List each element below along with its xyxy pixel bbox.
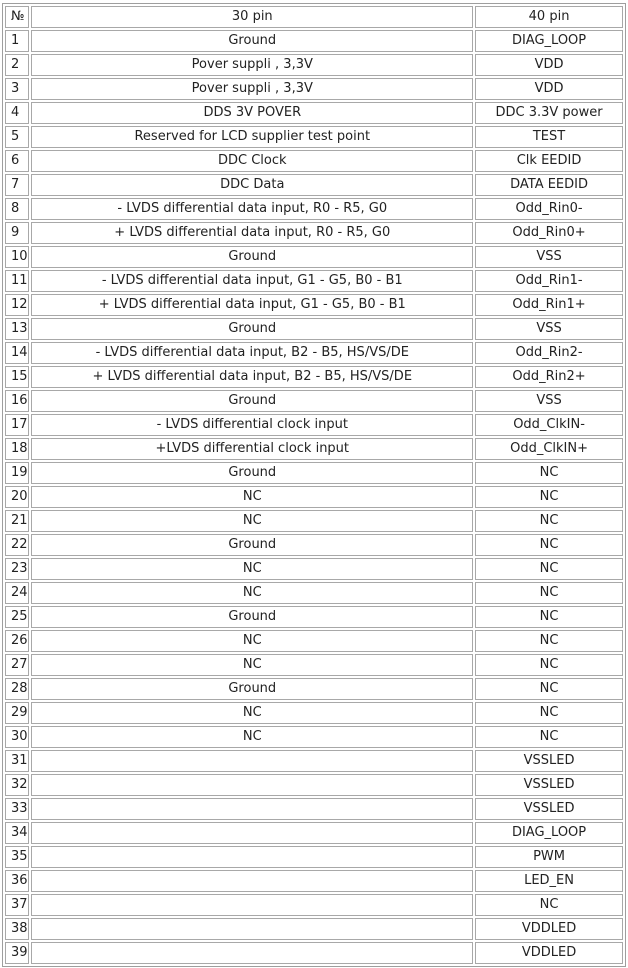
table-row: [5, 318, 623, 340]
cell-number: 10: [5, 246, 29, 268]
cell-number: 19: [5, 462, 29, 484]
cell-40-pin: DIAG_LOOP: [475, 822, 623, 844]
pin-table: [2, 3, 626, 967]
table-row: [5, 750, 623, 772]
cell-30-pin: NC: [31, 510, 473, 532]
table-row: [5, 822, 623, 844]
table-row: [5, 702, 623, 724]
cell-number: 11: [5, 270, 29, 292]
cell-number: 5: [5, 126, 29, 148]
table-row: [5, 126, 623, 148]
cell-number: 27: [5, 654, 29, 676]
cell-40-pin: VSS: [475, 246, 623, 268]
cell-40-pin: NC: [475, 534, 623, 556]
table-row: [5, 342, 623, 364]
cell-number: 9: [5, 222, 29, 244]
cell-40-pin: VSSLED: [475, 750, 623, 772]
cell-number: 3: [5, 78, 29, 100]
cell-number: 8: [5, 198, 29, 220]
table-row: [5, 150, 623, 172]
cell-40-pin: Odd_Rin1-: [475, 270, 623, 292]
cell-40-pin: NC: [475, 702, 623, 724]
table-row: [5, 726, 623, 748]
cell-number: 20: [5, 486, 29, 508]
cell-number: 23: [5, 558, 29, 580]
cell-30-pin: Ground: [31, 318, 473, 340]
table-row: [5, 774, 623, 796]
cell-40-pin: VSSLED: [475, 798, 623, 820]
table-row: [5, 846, 623, 868]
cell-number: 12: [5, 294, 29, 316]
cell-number: 2: [5, 54, 29, 76]
cell-number: 28: [5, 678, 29, 700]
cell-number: 26: [5, 630, 29, 652]
table-row: [5, 942, 623, 964]
cell-number: 38: [5, 918, 29, 940]
cell-30-pin: - LVDS differential clock input: [31, 414, 473, 436]
cell-30-pin: Ground: [31, 462, 473, 484]
cell-30-pin: Ground: [31, 534, 473, 556]
cell-40-pin: VDD: [475, 54, 623, 76]
table-body: [5, 30, 623, 964]
cell-30-pin: [31, 918, 473, 940]
cell-number: 13: [5, 318, 29, 340]
table-row: [5, 534, 623, 556]
cell-30-pin: + LVDS differential data input, B2 - B5, HS/VS/DE: [31, 366, 473, 388]
cell-number: 24: [5, 582, 29, 604]
table-row: [5, 678, 623, 700]
cell-30-pin: [31, 894, 473, 916]
cell-number: 1: [5, 30, 29, 52]
table-row: [5, 558, 623, 580]
table-row: [5, 606, 623, 628]
cell-30-pin: [31, 942, 473, 964]
table-row: [5, 438, 623, 460]
cell-30-pin: Pover suppli , 3,3V: [31, 78, 473, 100]
cell-30-pin: Pover suppli , 3,3V: [31, 54, 473, 76]
cell-40-pin: Odd_Rin0-: [475, 198, 623, 220]
cell-40-pin: VDDLED: [475, 918, 623, 940]
table-row: [5, 894, 623, 916]
cell-30-pin: NC: [31, 654, 473, 676]
header-row: [5, 6, 623, 28]
cell-30-pin: Ground: [31, 606, 473, 628]
table-row: [5, 30, 623, 52]
cell-30-pin: - LVDS differential data input, B2 - B5, HS/VS/DE: [31, 342, 473, 364]
cell-40-pin: Odd_Rin1+: [475, 294, 623, 316]
cell-30-pin: DDC Clock: [31, 150, 473, 172]
table-row: [5, 486, 623, 508]
table-row: [5, 246, 623, 268]
table-row: [5, 198, 623, 220]
cell-number: 17: [5, 414, 29, 436]
cell-number: 32: [5, 774, 29, 796]
cell-number: 36: [5, 870, 29, 892]
cell-number: 39: [5, 942, 29, 964]
table-row: [5, 630, 623, 652]
table-row: [5, 54, 623, 76]
table-row: [5, 582, 623, 604]
cell-30-pin: - LVDS differential data input, G1 - G5, B0 - B1: [31, 270, 473, 292]
cell-30-pin: [31, 822, 473, 844]
header-number: №: [5, 6, 29, 28]
cell-40-pin: DDC 3.3V power: [475, 102, 623, 124]
table-row: [5, 294, 623, 316]
table-row: [5, 366, 623, 388]
cell-30-pin: Ground: [31, 30, 473, 52]
cell-40-pin: NC: [475, 462, 623, 484]
cell-number: 37: [5, 894, 29, 916]
cell-30-pin: NC: [31, 558, 473, 580]
cell-40-pin: VSS: [475, 318, 623, 340]
cell-number: 34: [5, 822, 29, 844]
cell-30-pin: Ground: [31, 390, 473, 412]
cell-40-pin: DIAG_LOOP: [475, 30, 623, 52]
table-row: [5, 414, 623, 436]
cell-40-pin: Odd_Rin2-: [475, 342, 623, 364]
cell-30-pin: [31, 750, 473, 772]
cell-30-pin: [31, 798, 473, 820]
cell-40-pin: Odd_Rin2+: [475, 366, 623, 388]
cell-number: 18: [5, 438, 29, 460]
table-row: [5, 270, 623, 292]
cell-number: 6: [5, 150, 29, 172]
cell-40-pin: PWM: [475, 846, 623, 868]
cell-30-pin: +LVDS differential clock input: [31, 438, 473, 460]
cell-40-pin: NC: [475, 726, 623, 748]
cell-40-pin: VDDLED: [475, 942, 623, 964]
cell-number: 15: [5, 366, 29, 388]
cell-40-pin: VSSLED: [475, 774, 623, 796]
cell-number: 25: [5, 606, 29, 628]
table-row: [5, 918, 623, 940]
cell-30-pin: NC: [31, 486, 473, 508]
cell-40-pin: LED_EN: [475, 870, 623, 892]
cell-30-pin: Ground: [31, 678, 473, 700]
cell-30-pin: Reserved for LCD supplier test point: [31, 126, 473, 148]
table-row: [5, 102, 623, 124]
cell-40-pin: NC: [475, 510, 623, 532]
cell-40-pin: NC: [475, 894, 623, 916]
table-row: [5, 390, 623, 412]
cell-40-pin: DATA EEDID: [475, 174, 623, 196]
cell-30-pin: Ground: [31, 246, 473, 268]
cell-number: 29: [5, 702, 29, 724]
cell-number: 30: [5, 726, 29, 748]
cell-number: 35: [5, 846, 29, 868]
cell-40-pin: VSS: [475, 390, 623, 412]
cell-30-pin: [31, 870, 473, 892]
table-row: [5, 654, 623, 676]
table-row: [5, 870, 623, 892]
cell-40-pin: Odd_ClkIN+: [475, 438, 623, 460]
cell-40-pin: NC: [475, 606, 623, 628]
table-row: [5, 222, 623, 244]
cell-number: 7: [5, 174, 29, 196]
cell-number: 33: [5, 798, 29, 820]
cell-number: 21: [5, 510, 29, 532]
cell-number: 4: [5, 102, 29, 124]
cell-30-pin: + LVDS differential data input, G1 - G5, B0 - B1: [31, 294, 473, 316]
table-row: [5, 510, 623, 532]
header-30-pin: 30 pin: [31, 6, 473, 28]
table-row: [5, 78, 623, 100]
cell-30-pin: [31, 774, 473, 796]
cell-40-pin: NC: [475, 486, 623, 508]
cell-30-pin: NC: [31, 726, 473, 748]
cell-40-pin: NC: [475, 582, 623, 604]
cell-40-pin: NC: [475, 630, 623, 652]
cell-40-pin: NC: [475, 558, 623, 580]
cell-40-pin: TEST: [475, 126, 623, 148]
cell-30-pin: DDC Data: [31, 174, 473, 196]
cell-30-pin: DDS 3V POVER: [31, 102, 473, 124]
cell-40-pin: Clk EEDID: [475, 150, 623, 172]
cell-30-pin: + LVDS differential data input, R0 - R5, G0: [31, 222, 473, 244]
cell-number: 22: [5, 534, 29, 556]
cell-30-pin: NC: [31, 702, 473, 724]
cell-40-pin: Odd_ClkIN-: [475, 414, 623, 436]
cell-40-pin: Odd_Rin0+: [475, 222, 623, 244]
cell-number: 31: [5, 750, 29, 772]
cell-30-pin: NC: [31, 630, 473, 652]
cell-number: 16: [5, 390, 29, 412]
header-40-pin: 40 pin: [475, 6, 623, 28]
table-row: [5, 798, 623, 820]
table-row: [5, 174, 623, 196]
table-row: [5, 462, 623, 484]
cell-30-pin: NC: [31, 582, 473, 604]
cell-40-pin: VDD: [475, 78, 623, 100]
cell-40-pin: NC: [475, 654, 623, 676]
cell-30-pin: [31, 846, 473, 868]
cell-number: 14: [5, 342, 29, 364]
cell-30-pin: - LVDS differential data input, R0 - R5, G0: [31, 198, 473, 220]
cell-40-pin: NC: [475, 678, 623, 700]
